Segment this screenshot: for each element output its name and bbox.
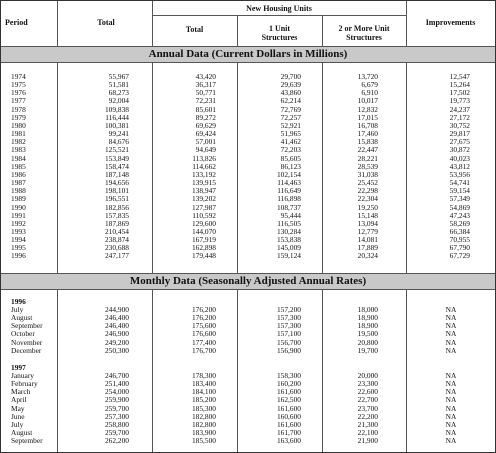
table-cell-two-more: 28,539 xyxy=(357,161,378,171)
monthly-1996-nh-total xyxy=(153,306,216,355)
table-cell-improvements: 27,172 xyxy=(449,112,470,122)
table-cell-two-more: 19,250 xyxy=(357,202,378,212)
table-cell-nh-total: 183,400 xyxy=(191,379,216,389)
table-cell-total: 246,900 xyxy=(104,329,129,339)
table-cell-nh-total: 94,649 xyxy=(195,145,216,155)
table-cell-nh-total: 176,700 xyxy=(191,345,216,355)
table-cell-period: September xyxy=(11,321,43,331)
table-cell-two-more: 10,017 xyxy=(357,96,378,106)
table-cell-improvements: 27,675 xyxy=(449,137,470,147)
table-cell-period: September xyxy=(11,436,43,446)
table-cell-one-unit: 72,769 xyxy=(280,104,301,114)
table-cell-total: 246,400 xyxy=(104,321,129,331)
table-cell-total: 262,200 xyxy=(104,436,129,446)
table-cell-one-unit: 72,203 xyxy=(280,145,301,155)
table-cell-nh-total: 177,400 xyxy=(191,337,216,347)
table-cell-total: 68,273 xyxy=(108,88,129,98)
table-cell-two-more: 21,900 xyxy=(357,436,378,446)
table-cell-period: 1991 xyxy=(11,210,26,220)
table-cell-two-more: 20,000 xyxy=(357,371,378,380)
table-cell-nh-total: 138,947 xyxy=(191,186,216,196)
table-cell-improvements: NA xyxy=(445,387,457,397)
table-cell-nh-total: 183,900 xyxy=(191,428,216,438)
table-cell-improvements: NA xyxy=(445,313,457,323)
table-cell-total: 84,676 xyxy=(108,137,129,147)
table-cell-improvements: NA xyxy=(445,305,457,314)
table-cell-total: 247,177 xyxy=(104,251,129,261)
monthly-1997-nh-total xyxy=(153,372,216,445)
table-cell-one-unit: 72,257 xyxy=(280,112,301,122)
header-new-housing: New Housing Units xyxy=(246,4,312,13)
table-cell-improvements: 54,869 xyxy=(449,202,470,212)
table-cell-one-unit: 157,300 xyxy=(276,313,301,323)
annual-years xyxy=(11,73,26,261)
table-cell-improvements: NA xyxy=(445,403,457,413)
table-cell-improvements: NA xyxy=(445,395,457,405)
table-cell-improvements: NA xyxy=(445,428,457,438)
table-cell-total: 92,004 xyxy=(108,96,129,106)
table-cell-one-unit: 161,700 xyxy=(276,428,301,438)
table-cell-total: 259,700 xyxy=(104,428,129,438)
table-cell-total: 230,688 xyxy=(104,243,129,253)
monthly-1996-label: 1996 xyxy=(11,297,26,306)
col-divider xyxy=(57,1,58,452)
table-cell-improvements: 47,243 xyxy=(449,210,470,220)
table-cell-nh-total: 184,100 xyxy=(191,387,216,397)
table-cell-two-more: 22,200 xyxy=(357,411,378,421)
table-cell-total: 51,581 xyxy=(108,80,129,90)
table-cell-period: 1994 xyxy=(11,235,26,245)
table-cell-nh-total: 113,826 xyxy=(192,153,216,163)
table-cell-one-unit: 153,838 xyxy=(276,235,301,245)
table-cell-two-more: 31,038 xyxy=(357,169,378,179)
table-cell-one-unit: 116,649 xyxy=(277,186,301,196)
table-cell-period: May xyxy=(11,403,25,413)
table-cell-period: 1981 xyxy=(11,129,26,139)
table-cell-total: 116,444 xyxy=(105,112,129,122)
table-cell-two-more: 22,447 xyxy=(357,145,378,155)
table-cell-nh-total: 50,771 xyxy=(195,88,216,98)
table-cell-period: 1993 xyxy=(11,226,26,236)
monthly-1996-one-unit xyxy=(238,306,301,355)
table-cell-period: April xyxy=(11,395,27,405)
table-cell-nh-total: 114,662 xyxy=(192,161,216,171)
annual-one-unit xyxy=(238,73,301,261)
table-cell-improvements: NA xyxy=(445,337,457,347)
monthly-1996-months xyxy=(11,306,43,355)
annual-total xyxy=(59,73,129,261)
table-cell-period: August xyxy=(11,313,33,323)
annual-two-more xyxy=(323,73,378,261)
table-cell-one-unit: 108,737 xyxy=(276,202,301,212)
table-cell-period: December xyxy=(11,345,42,355)
table-cell-improvements: 43,812 xyxy=(449,161,470,171)
table-cell-total: 196,551 xyxy=(104,194,129,204)
table-cell-one-unit: 160,200 xyxy=(276,379,301,389)
monthly-1996-two-more xyxy=(323,306,378,355)
table-cell-nh-total: 185,500 xyxy=(191,436,216,446)
table-cell-period: 1983 xyxy=(11,145,26,155)
table-cell-improvements: NA xyxy=(445,345,457,355)
table-cell-two-more: 22,700 xyxy=(357,395,378,405)
table-cell-nh-total: 110,592 xyxy=(192,210,216,220)
table-cell-period: 1977 xyxy=(11,96,26,106)
table-cell-two-more: 19,700 xyxy=(357,345,378,355)
table-cell-period: 1978 xyxy=(11,104,26,114)
table-cell-total: 246,400 xyxy=(104,313,129,323)
table-cell-nh-total: 85,601 xyxy=(195,104,216,114)
table-cell-period: March xyxy=(11,387,31,397)
table-cell-two-more: 19,500 xyxy=(357,329,378,339)
monthly-1996-improvements xyxy=(407,306,495,355)
table-cell-period: 1990 xyxy=(11,202,26,212)
header-total: Total xyxy=(97,18,115,27)
table-cell-two-more: 16,708 xyxy=(357,120,378,130)
table-cell-improvements: 30,872 xyxy=(449,145,470,155)
table-cell-period: 1975 xyxy=(11,80,26,90)
table-cell-period: January xyxy=(11,371,34,380)
table-cell-two-more: 22,600 xyxy=(357,387,378,397)
table-cell-nh-total: 182,800 xyxy=(191,411,216,421)
table-cell-total: 258,800 xyxy=(104,419,129,429)
table-cell-nh-total: 69,424 xyxy=(195,129,216,139)
table-cell-nh-total: 185,300 xyxy=(191,403,216,413)
table-cell-one-unit: 43,860 xyxy=(280,88,301,98)
table-cell-improvements: 40,023 xyxy=(449,153,470,163)
table-cell-improvements: 24,237 xyxy=(449,104,470,114)
table-cell-one-unit: 157,200 xyxy=(276,305,301,314)
table-cell-nh-total: 175,600 xyxy=(191,321,216,331)
table-cell-nh-total: 162,898 xyxy=(191,243,216,253)
table-cell-nh-total: 43,420 xyxy=(195,72,216,81)
table-cell-improvements: NA xyxy=(445,379,457,389)
table-cell-two-more: 21,300 xyxy=(357,419,378,429)
table-cell-period: 1976 xyxy=(11,88,26,98)
table-cell-two-more: 17,889 xyxy=(357,243,378,253)
table-cell-improvements: NA xyxy=(445,321,457,331)
table-cell-total: 182,856 xyxy=(104,202,129,212)
table-cell-period: 1987 xyxy=(11,178,26,188)
table-cell-one-unit: 29,639 xyxy=(280,80,301,90)
table-cell-one-unit: 161,600 xyxy=(276,387,301,397)
table-cell-nh-total: 139,202 xyxy=(191,194,216,204)
table-cell-two-more: 20,324 xyxy=(357,251,378,261)
monthly-1996-total xyxy=(59,306,129,355)
table-cell-two-more: 15,148 xyxy=(357,210,378,220)
table-cell-two-more: 6,679 xyxy=(361,80,378,90)
table-cell-two-more: 22,100 xyxy=(357,428,378,438)
table-cell-total: 259,700 xyxy=(104,403,129,413)
table-cell-total: 157,835 xyxy=(104,210,129,220)
table-cell-total: 238,874 xyxy=(104,235,129,245)
table-cell-improvements: 30,752 xyxy=(449,120,470,130)
header-nh-total: Total xyxy=(185,25,204,34)
table-cell-period: 1995 xyxy=(11,243,26,253)
table-cell-total: 249,200 xyxy=(104,337,129,347)
table-cell-two-more: 28,221 xyxy=(357,153,378,163)
table-cell-two-more: 12,832 xyxy=(357,104,378,114)
table-cell-period: October xyxy=(11,329,35,339)
table-cell-two-more: 23,300 xyxy=(357,379,378,389)
table-cell-nh-total: 127,987 xyxy=(191,202,216,212)
table-cell-nh-total: 178,300 xyxy=(191,371,216,380)
table-cell-improvements: 67,729 xyxy=(449,251,470,261)
table-cell-improvements: 12,547 xyxy=(449,72,470,81)
header-two-more: 2 or More Unit Structures xyxy=(338,24,390,42)
table-cell-period: 1985 xyxy=(11,161,26,171)
table-cell-improvements: 59,154 xyxy=(449,186,470,196)
table-cell-improvements: NA xyxy=(445,436,457,446)
table-cell-improvements: NA xyxy=(445,371,457,380)
table-cell-two-more: 22,304 xyxy=(357,194,378,204)
table-cell-one-unit: 158,300 xyxy=(276,371,301,380)
table-cell-nh-total: 185,200 xyxy=(191,395,216,405)
table-cell-two-more: 17,015 xyxy=(357,112,378,122)
monthly-1997-total xyxy=(59,372,129,445)
table-cell-one-unit: 85,605 xyxy=(280,153,301,163)
header-subrule xyxy=(152,15,406,16)
table-cell-one-unit: 62,214 xyxy=(280,96,301,106)
table-cell-nh-total: 176,200 xyxy=(191,305,216,314)
table-cell-one-unit: 52,921 xyxy=(280,120,301,130)
table-cell-improvements: 17,502 xyxy=(449,88,470,98)
table-cell-total: 251,400 xyxy=(104,379,129,389)
table-cell-two-more: 22,298 xyxy=(357,186,378,196)
table-cell-improvements: 29,817 xyxy=(449,129,470,139)
table-cell-period: 1992 xyxy=(11,218,26,228)
table-cell-two-more: 6,910 xyxy=(361,88,378,98)
table-cell-one-unit: 86,123 xyxy=(280,161,301,171)
table-cell-period: July xyxy=(11,305,24,314)
table-cell-one-unit: 161,600 xyxy=(276,403,301,413)
table-cell-nh-total: 167,919 xyxy=(191,235,216,245)
table-cell-improvements: NA xyxy=(445,329,457,339)
table-cell-period: 1980 xyxy=(11,120,26,130)
table-cell-one-unit: 162,500 xyxy=(276,395,301,405)
table-cell-nh-total: 182,800 xyxy=(191,419,216,429)
table-cell-one-unit: 51,965 xyxy=(280,129,301,139)
table-cell-period: 1984 xyxy=(11,153,26,163)
table-cell-total: 259,900 xyxy=(104,395,129,405)
table-cell-one-unit: 130,284 xyxy=(276,226,301,236)
header-one-unit: 1 Unit Structures xyxy=(261,24,298,42)
table-cell-nh-total: 133,192 xyxy=(191,169,216,179)
table-cell-nh-total: 89,272 xyxy=(195,112,216,122)
annual-improvements xyxy=(407,73,470,261)
table-cell-total: 99,241 xyxy=(108,129,129,139)
table-cell-two-more: 12,779 xyxy=(357,226,378,236)
table-cell-one-unit: 156,700 xyxy=(276,337,301,347)
monthly-1997-improvements xyxy=(407,372,495,445)
table-cell-two-more: 20,800 xyxy=(357,337,378,347)
table-cell-nh-total: 72,231 xyxy=(195,96,216,106)
table-cell-one-unit: 116,505 xyxy=(277,218,301,228)
table-cell-nh-total: 176,600 xyxy=(191,329,216,339)
monthly-section-title: Monthly Data (Seasonally Adjusted Annual Rates) xyxy=(1,273,495,290)
table-cell-total: 198,101 xyxy=(104,186,129,196)
table-cell-nh-total: 179,448 xyxy=(191,251,216,261)
table-cell-improvements: 19,773 xyxy=(449,96,470,106)
table-cell-period: 1989 xyxy=(11,194,26,204)
table-cell-one-unit: 145,009 xyxy=(276,243,301,253)
annual-nh-total xyxy=(153,73,216,261)
table-cell-one-unit: 161,600 xyxy=(276,419,301,429)
table-cell-improvements: 70,955 xyxy=(449,235,470,245)
table-cell-total: 187,148 xyxy=(104,169,129,179)
monthly-1997-one-unit xyxy=(238,372,301,445)
table-cell-total: 187,869 xyxy=(104,218,129,228)
table-cell-improvements: 54,741 xyxy=(449,178,470,188)
table-cell-one-unit: 95,444 xyxy=(280,210,301,220)
table-cell-total: 55,967 xyxy=(108,72,129,81)
table-cell-total: 125,521 xyxy=(104,145,129,155)
table-cell-one-unit: 163,600 xyxy=(276,436,301,446)
table-cell-total: 153,849 xyxy=(104,153,129,163)
table-cell-period: 1986 xyxy=(11,169,26,179)
table-cell-nh-total: 129,600 xyxy=(191,218,216,228)
table-cell-nh-total: 57,001 xyxy=(195,137,216,147)
header-period: Period xyxy=(5,18,28,27)
table-cell-improvements: 53,956 xyxy=(449,169,470,179)
monthly-1997-label: 1997 xyxy=(11,363,26,372)
table-cell-total: 257,300 xyxy=(104,411,129,421)
table-cell-two-more: 23,700 xyxy=(357,403,378,413)
table-cell-total: 250,300 xyxy=(104,345,129,355)
table-cell-two-more: 13,720 xyxy=(357,72,378,81)
table-cell-one-unit: 102,154 xyxy=(276,169,301,179)
table-cell-one-unit: 29,700 xyxy=(280,72,301,81)
table-cell-two-more: 18,000 xyxy=(357,305,378,314)
table-cell-one-unit: 157,300 xyxy=(276,321,301,331)
table-cell-total: 158,474 xyxy=(104,161,129,171)
table-cell-period: July xyxy=(11,419,24,429)
table-cell-total: 109,838 xyxy=(104,104,129,114)
table-cell-improvements: 66,384 xyxy=(449,226,470,236)
table-cell-two-more: 18,900 xyxy=(357,313,378,323)
table-cell-period: 1979 xyxy=(11,112,26,122)
table-cell-one-unit: 159,124 xyxy=(276,251,301,261)
table-cell-period: November xyxy=(11,337,43,347)
table-cell-one-unit: 114,463 xyxy=(277,178,301,188)
table-cell-total: 246,700 xyxy=(104,371,129,380)
table-cell-improvements: 57,349 xyxy=(449,194,470,204)
table-cell-total: 194,656 xyxy=(104,178,129,188)
table-cell-one-unit: 41,462 xyxy=(280,137,301,147)
table-cell-two-more: 15,838 xyxy=(357,137,378,147)
table-cell-improvements: NA xyxy=(445,411,457,421)
table-cell-period: June xyxy=(11,411,25,421)
table-cell-one-unit: 156,900 xyxy=(276,345,301,355)
table-cell-two-more: 13,094 xyxy=(357,218,378,228)
table-cell-period: 1988 xyxy=(11,186,26,196)
table-cell-period: February xyxy=(11,379,38,389)
table-cell-nh-total: 36,317 xyxy=(195,80,216,90)
table-cell-nh-total: 69,629 xyxy=(195,120,216,130)
table-cell-total: 210,454 xyxy=(104,226,129,236)
table-cell-improvements: 15,264 xyxy=(449,80,470,90)
table-cell-nh-total: 176,200 xyxy=(191,313,216,323)
monthly-1997-months xyxy=(11,372,43,445)
table-cell-nh-total: 139,915 xyxy=(191,178,216,188)
table-cell-improvements: NA xyxy=(445,419,457,429)
table-cell-improvements: 58,269 xyxy=(449,218,470,228)
table-cell-two-more: 14,081 xyxy=(357,235,378,245)
table-cell-total: 244,900 xyxy=(104,305,129,314)
table-cell-period: 1996 xyxy=(11,251,26,261)
table-cell-two-more: 17,460 xyxy=(357,129,378,139)
table-cell-one-unit: 160,600 xyxy=(276,411,301,421)
table-cell-two-more: 25,452 xyxy=(357,178,378,188)
table-cell-nh-total: 144,070 xyxy=(191,226,216,236)
table-cell-period: August xyxy=(11,428,33,438)
table-cell-one-unit: 157,100 xyxy=(276,329,301,339)
table-cell-period: 1982 xyxy=(11,137,26,147)
table-cell-one-unit: 116,898 xyxy=(277,194,301,204)
table-cell-total: 100,381 xyxy=(104,120,129,130)
table-cell-total: 254,000 xyxy=(104,387,129,397)
annual-section-title: Annual Data (Current Dollars in Millions) xyxy=(1,46,495,63)
header-improvements: Improvements xyxy=(425,18,476,27)
table-cell-period: 1974 xyxy=(11,72,26,81)
monthly-1997-two-more xyxy=(323,372,378,445)
table-cell-two-more: 18,900 xyxy=(357,321,378,331)
table-cell-improvements: 67,790 xyxy=(449,243,470,253)
